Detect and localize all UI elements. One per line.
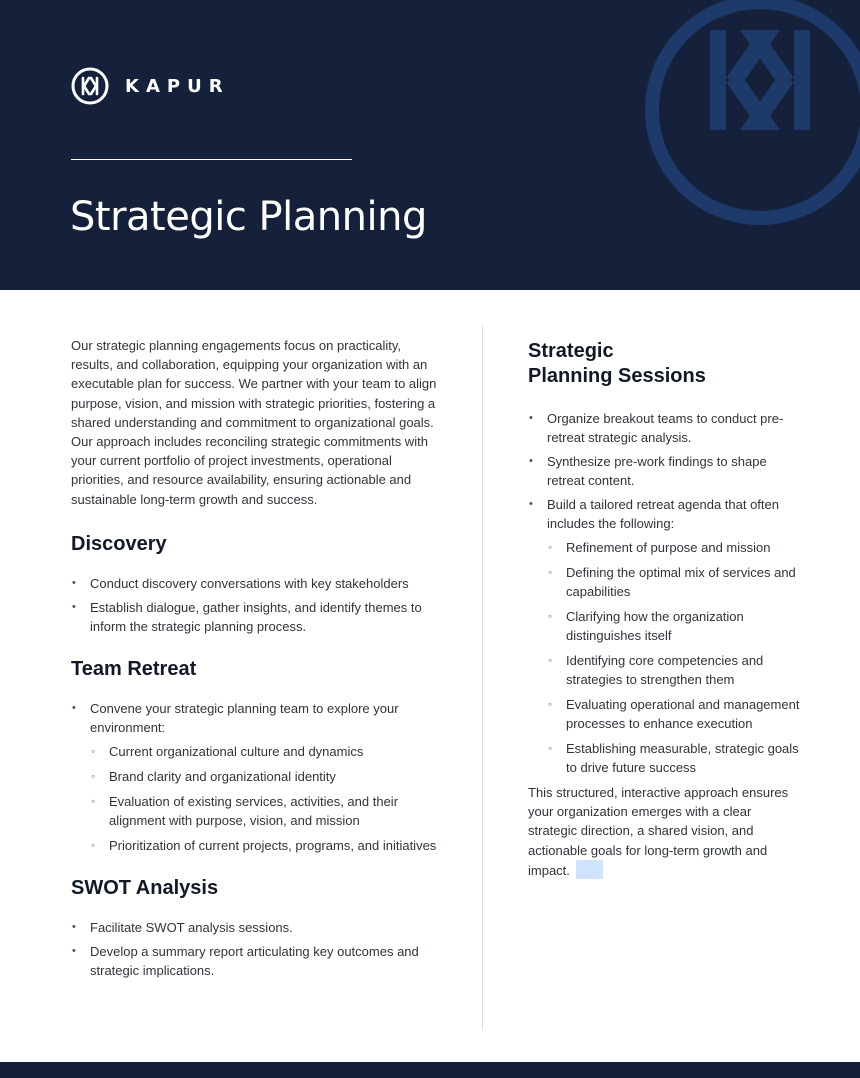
kapur-logo-icon: [71, 67, 109, 105]
intro-paragraph: Our strategic planning engagements focus on practicality, results, and collaboration, equipping your organization with an executable plan for success. We partner with your team to align purpose, vision, and mission with strategic priorities, fostering a shared understanding and commitment to organizational goals. Our approach includes reconciling strategic commitments with your current portfolio of project investments, operational priorities, and resource availability, ensuring actionable and sustainable long-term growth and success.: [71, 338, 437, 507]
team-retreat-heading: Team Retreat: [71, 657, 197, 680]
sub-list-item: ◦ Clarifying how the organization distinguishes itself: [547, 607, 803, 645]
list-item: • Facilitate SWOT analysis sessions.: [71, 918, 443, 937]
kapur-watermark-icon: [640, 0, 860, 230]
list-item-text: Convene your strategic planning team to explore your environment:: [90, 700, 399, 735]
sub-list-item: ◦ Defining the optimal mix of services and capabilities: [547, 563, 803, 601]
sessions-heading: [528, 339, 803, 389]
sessions-sublist: [547, 538, 803, 777]
sub-list-item: ◦ Prioritization of current projects, programs, and initiatives: [90, 836, 443, 855]
list-item: [528, 495, 803, 777]
list-item: • Establish dialogue, gather insights, and identify themes to inform the strategic planning process.: [71, 598, 443, 636]
sub-list-item: ◦ Evaluating operational and management processes to enhance execution: [547, 695, 803, 733]
text-selection-highlight: [576, 860, 603, 879]
column-divider: [482, 326, 483, 1030]
sessions-heading-line2: Planning Sessions: [528, 365, 706, 387]
list-item: [71, 699, 443, 855]
swot-heading: SWOT Analysis: [71, 876, 219, 899]
logo: [71, 67, 230, 105]
list-item: • Synthesize pre-work findings to shape retreat content.: [528, 452, 803, 490]
list-item-text: Build a tailored retreat agenda that often includes the following:: [547, 497, 779, 531]
discovery-list: [71, 574, 443, 636]
page-title: Strategic Planning: [70, 194, 427, 240]
sessions-list: [528, 409, 803, 777]
sub-list-item: ◦ Identifying core competencies and strategies to strengthen them: [547, 651, 803, 689]
sub-list-item: ◦ Establishing measurable, strategic goals to drive future success: [547, 739, 803, 777]
brand-name: KAPUR: [125, 75, 230, 97]
sub-list-item: ◦ Refinement of purpose and mission: [547, 538, 803, 557]
sub-list-item: ◦ Current organizational culture and dynamics: [90, 742, 443, 761]
sessions-heading-line1: Strategic: [528, 340, 614, 362]
swot-list: [71, 918, 443, 980]
team-retreat-list: [71, 699, 443, 855]
closing-paragraph: [528, 783, 803, 880]
right-column: [528, 339, 803, 880]
sub-list-item: ◦ Brand clarity and organizational identity: [90, 767, 443, 786]
list-item: • Develop a summary report articulating key outcomes and strategic implications.: [71, 942, 443, 980]
closing-text: This structured, interactive approach ensures your organization emerges with a clear strategic direction, a shared vision, and actionable goals for long-term growth and impact.: [528, 785, 789, 878]
footer-bar: [0, 1062, 860, 1078]
list-item: • Conduct discovery conversations with key stakeholders: [71, 574, 443, 593]
header-banner: [0, 0, 860, 290]
discovery-heading: Discovery: [71, 532, 167, 555]
sub-list-item: ◦ Evaluation of existing services, activities, and their alignment with purpose, vision, and mission: [90, 792, 443, 830]
list-item: • Organize breakout teams to conduct pre-retreat strategic analysis.: [528, 409, 803, 447]
left-column: [71, 336, 443, 985]
header-rule: [71, 159, 352, 160]
team-retreat-sublist: [90, 742, 443, 855]
